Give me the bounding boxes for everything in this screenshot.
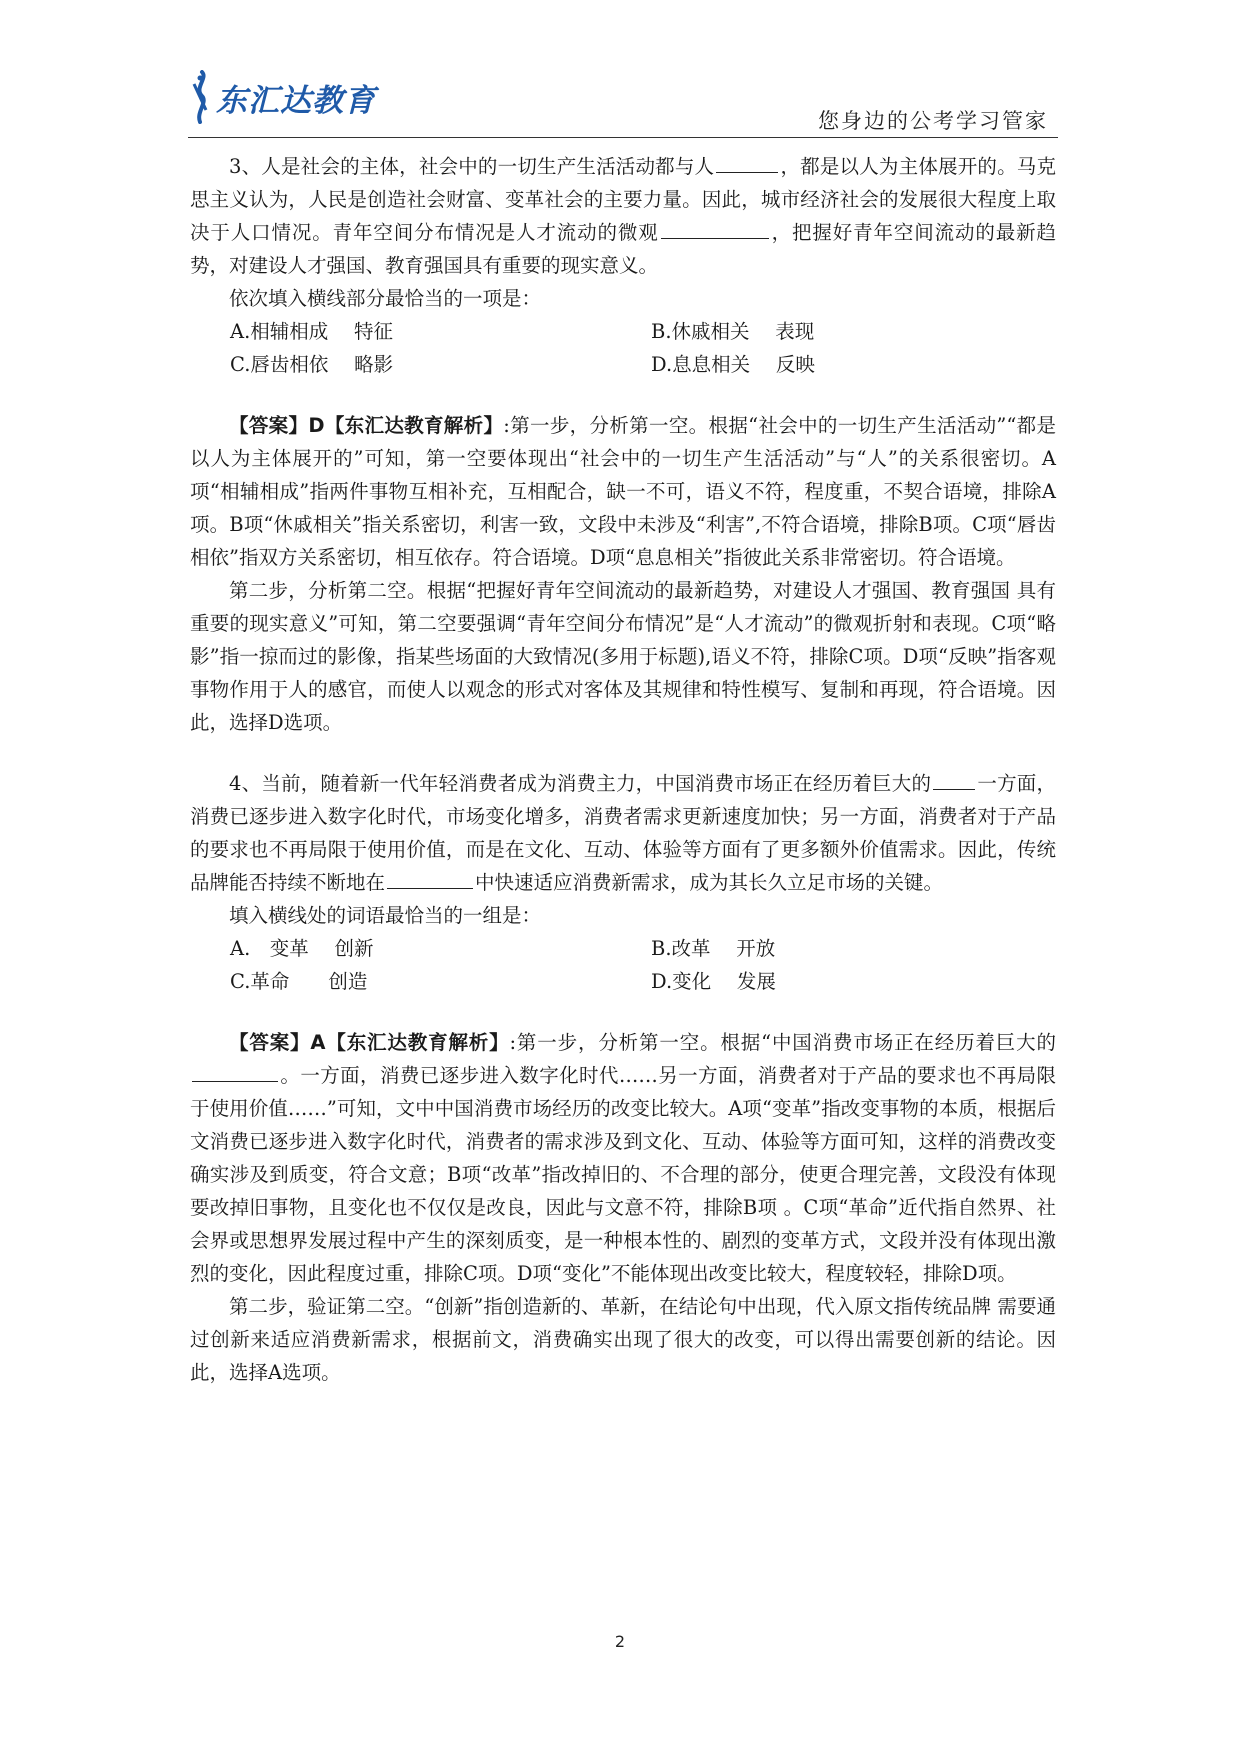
option-c: C.唇齿相依 略影 <box>230 353 394 376</box>
answer-4-text-1b: 。一方面，消费已逐步进入数字化时代……另一方面，消费者对于产品的要求也不再局限于使用价值……”可知，文中中国消费市场经历的改变比较大。A项“变革”指改变事物的本质，根据后文消费已逐步进入数字化时代，消费者的需求涉及到文化、互动、体验等方面可知，这样的消费改变确实涉及到质变，符合文意；B项“改革”指改掉旧的、不合理的部分，使更合理完善，文段没有体现要改掉旧事物，且变化也不仅仅是改良，因此与文意不符，排除B项 。C项“革命”近代指自然界、社会界或思想界发展过程中产生的深刻质变，是一种根本性的、剧烈的变革方式，文段并没有体现出激烈的变化，因此程度过重，排除C项。D项“变化”不能体现出改变比较大，程度较轻，排除D项。 <box>190 1064 1056 1285</box>
answer-4-text-1a: :第一步，分析第一空。根据“中国消费市场正在经历着巨大的 <box>509 1031 1056 1054</box>
blank-line <box>716 154 778 173</box>
header-divider <box>188 137 1058 138</box>
page-header <box>188 60 1058 138</box>
document-body <box>190 150 1056 1389</box>
brand-logo <box>188 70 376 124</box>
answer-3-step-2: 第二步，分析第二空。根据“把握好青年空间流动的最新趋势，对建设人才强国、教育强国 具有重要的现实意义”可知，第二空要强调“青年空间分布情况”是“人才流动”的微观折射和表现。C项“略影”指一掠而过的影像，指某些场面的大致情况(多用于标题),语义不符，排除C项。D项“反映”指客观事物作用于人的感官，而使人以观念的形式对客体及其规律和特性模写、复制和再现，符合语境。因此，选择D选项。 <box>190 579 1056 734</box>
option-b: B.改革 开放 <box>651 937 776 960</box>
option-a: A. 变革 创新 <box>230 937 374 960</box>
answer-label: 【答案】A【东汇达教育解析】 <box>229 1031 510 1054</box>
question-4-prompt: 填入横线处的词语最恰当的一组是： <box>229 904 542 927</box>
q4-stem-c: 中快速适应消费新需求，成为其长久立足市场的关键。 <box>475 871 944 894</box>
answer-4-step-1 <box>190 1026 1056 1290</box>
header-slogan: 您身边的公考学习管家 <box>818 109 1048 133</box>
blank-line <box>933 771 975 790</box>
page-number: 2 <box>614 1632 626 1651</box>
q4-stem-a: 4、当前，随着新一代年轻消费者成为消费主力，中国消费市场正在经历着巨大的 <box>229 772 932 795</box>
blank-line <box>192 1063 278 1082</box>
logo-text: 东汇达教育 <box>216 82 376 119</box>
answer-4-step-2: 第二步，验证第二空。“创新”指创造新的、革新，在结论句中出现，代入原文指传统品牌 需要通过创新来适应消费新需求，根据前文，消费确实出现了很大的改变，可以得出需要创新的结论。因此，选择A选项。 <box>190 1295 1056 1384</box>
option-a: A.相辅相成 特征 <box>230 320 393 343</box>
question-4-stem <box>190 767 1056 899</box>
answer-3-text-1: :第一步，分析第一空。根据“社会中的一切生产生活活动”“都是以人为主体展开的”可知，第一空要体现出“社会中的一切生产生活活动”与“人”的关系很密切。A项“相辅相成”指两件事物互相补充，互相配合，缺一不可，语义不符，程度重，不契合语境，排除A项。B项“休戚相关”指关系密切，利害一致，文段中未涉及“利害”,不符合语境，排除B项。C项“唇齿相依”指双方关系密切，相互依存。符合语境。D项“息息相关”指彼此关系非常密切。符合语境。 <box>190 414 1056 569</box>
question-3-prompt: 依次填入横线部分最恰当的一项是： <box>229 287 542 310</box>
answer-label: 【答案】D【东汇达教育解析】 <box>229 414 504 437</box>
pen-icon <box>188 70 212 124</box>
option-c: C.革命 创造 <box>230 970 368 993</box>
q4-stem-b: 一方面，消费已逐步进入数字化时代，市场变化增多，消费者需求更新速度加快；另一方面，消费者对于产品的要求也不再局限于使用价值，而是在文化、互动、体验等方面有了更多额外价值需求。因此，传统品牌能否持续不断地在 <box>190 772 1056 894</box>
blank-line <box>661 220 769 239</box>
option-b: B.休戚相关 表现 <box>651 320 815 343</box>
blank-line <box>387 870 473 889</box>
q3-stem-a: 3、人是社会的主体，社会中的一切生产生活活动都与人 <box>229 155 715 178</box>
question-3-options <box>190 315 1056 381</box>
q3-stem-b: ，都是以人为主体展开的。马克思主义认为，人民是创造社会财富、变革社会的主要力量。因此，城市经济社会的发展很大程度上取决于人口情况。青年空间分布情况是人才流动的微观 <box>190 155 1056 244</box>
option-d: D.变化 发展 <box>651 970 776 993</box>
question-3-stem <box>190 150 1056 282</box>
answer-3-step-1 <box>190 409 1056 574</box>
option-d: D.息息相关 反映 <box>651 353 815 376</box>
question-4-options <box>190 932 1056 998</box>
q3-stem-c: ，把握好青年空间流动的最新趋势，对建设人才强国、教育强国具有重要的现实意义。 <box>190 221 1056 277</box>
